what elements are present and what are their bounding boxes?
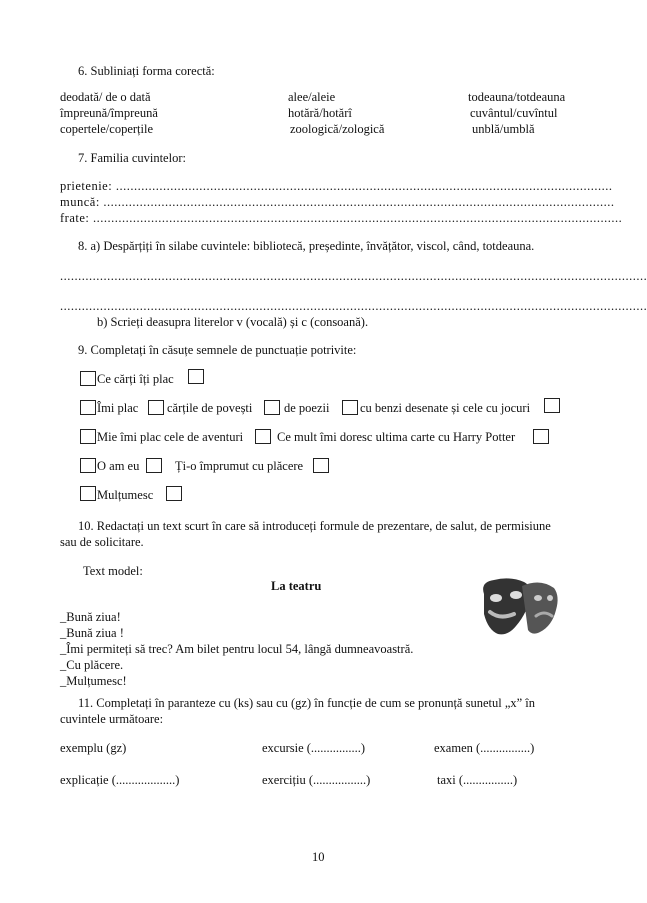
ex11-instruction: cuvintele următoare:	[60, 712, 164, 726]
ex9-text: cu benzi desenate și cele cu jocuri	[360, 401, 531, 415]
ex10-instruction: sau de solicitare.	[60, 535, 144, 549]
ex7-line-prietenie: prietenie: .........................................................................................................................................	[60, 179, 613, 193]
ex8-heading: 8. a) Despărțiți în silabe cuvintele: bibliotecă, președinte, învățător, viscol, când, totdeauna.	[78, 239, 535, 253]
ex11-item: exemplu (gz)	[60, 741, 127, 755]
punctuation-box[interactable]	[544, 398, 560, 413]
punctuation-box[interactable]	[148, 400, 164, 415]
ex11-instruction: 11. Completați în paranteze cu (ks) sau cu (gz) în funcție de cum se pronunță sunetul „x” în	[78, 696, 536, 710]
ex9-text: Mie îmi plac cele de aventuri	[97, 430, 244, 444]
ex10-title: La teatru	[271, 579, 322, 593]
ex6-item: cuvântul/cuvîntul	[470, 106, 558, 120]
punctuation-box[interactable]	[342, 400, 358, 415]
ex6-item: alee/aleie	[288, 90, 336, 104]
dialogue-line: _Mulțumesc!	[60, 674, 127, 688]
ex9-text: O am eu	[97, 459, 140, 473]
ex6-item: zoologică/zologică	[290, 122, 385, 136]
punctuation-box[interactable]	[166, 486, 182, 501]
ex8-part-b: b) Scrieți deasupra literelor v (vocală) și c (consoană).	[97, 315, 369, 329]
ex8-answer-line: ..................................................................................................................................................................	[60, 269, 647, 283]
ex6-item: todeauna/totdeauna	[468, 90, 566, 104]
ex11-item: excursie (................)	[262, 741, 366, 755]
dialogue-line: _Îmi permiteți să trec? Am bilet pentru locul 54, lângă dumneavoastră.	[60, 642, 414, 656]
ex9-text: de poezii	[284, 401, 330, 415]
ex7-line-munca: muncă: .............................................................................................................................................	[60, 195, 615, 209]
ex7-line-frate: frate: ..................................................................................................................................................	[60, 211, 623, 225]
punctuation-box[interactable]	[80, 486, 96, 501]
punctuation-box[interactable]	[80, 429, 96, 444]
ex9-text: Ți-o împrumut cu plăcere	[175, 459, 304, 473]
theatre-mask-icon	[470, 574, 562, 644]
ex6-item: copertele/coperțile	[60, 122, 153, 136]
ex9-text: Ce cărți îți plac	[97, 372, 174, 386]
punctuation-box[interactable]	[80, 371, 96, 386]
ex6-item: împreună/împreună	[60, 106, 158, 120]
punctuation-box[interactable]	[533, 429, 549, 444]
ex6-heading: 6. Subliniați forma corectă:	[78, 64, 215, 78]
ex10-instruction: 10. Redactați un text scurt în care să introduceți formule de prezentare, de salut, de permisiune	[78, 519, 551, 533]
ex11-item: explicație (...................)	[60, 773, 180, 787]
ex11-item: taxi (................)	[437, 773, 518, 787]
page-number: 10	[312, 850, 325, 864]
ex10-model-label: Text model:	[83, 564, 143, 578]
dialogue-line: _Bună ziua !	[60, 626, 124, 640]
ex6-item: deodată/ de o dată	[60, 90, 151, 104]
punctuation-box[interactable]	[146, 458, 162, 473]
punctuation-box[interactable]	[188, 369, 204, 384]
ex9-text: Ce mult îmi doresc ultima carte cu Harry Potter	[277, 430, 516, 444]
ex9-text: cărțile de povești	[167, 401, 253, 415]
ex6-item: unblă/umblă	[472, 122, 535, 136]
punctuation-box[interactable]	[80, 400, 96, 415]
dialogue-line: _Cu plăcere.	[60, 658, 124, 672]
ex9-text: Îmi plac	[97, 401, 139, 415]
punctuation-box[interactable]	[264, 400, 280, 415]
punctuation-box[interactable]	[80, 458, 96, 473]
ex7-heading: 7. Familia cuvintelor:	[78, 151, 186, 165]
ex9-heading: 9. Completați în căsuțe semnele de punctuație potrivite:	[78, 343, 357, 357]
ex11-item: exercițiu (.................)	[262, 773, 371, 787]
ex9-text: Mulțumesc	[97, 488, 154, 502]
ex6-item: hotără/hotărî	[288, 106, 352, 120]
punctuation-box[interactable]	[313, 458, 329, 473]
ex8-answer-line: ..................................................................................................................................................................	[60, 299, 647, 313]
punctuation-box[interactable]	[255, 429, 271, 444]
ex11-item: examen (................)	[434, 741, 535, 755]
dialogue-line: _Bună ziua!	[60, 610, 121, 624]
